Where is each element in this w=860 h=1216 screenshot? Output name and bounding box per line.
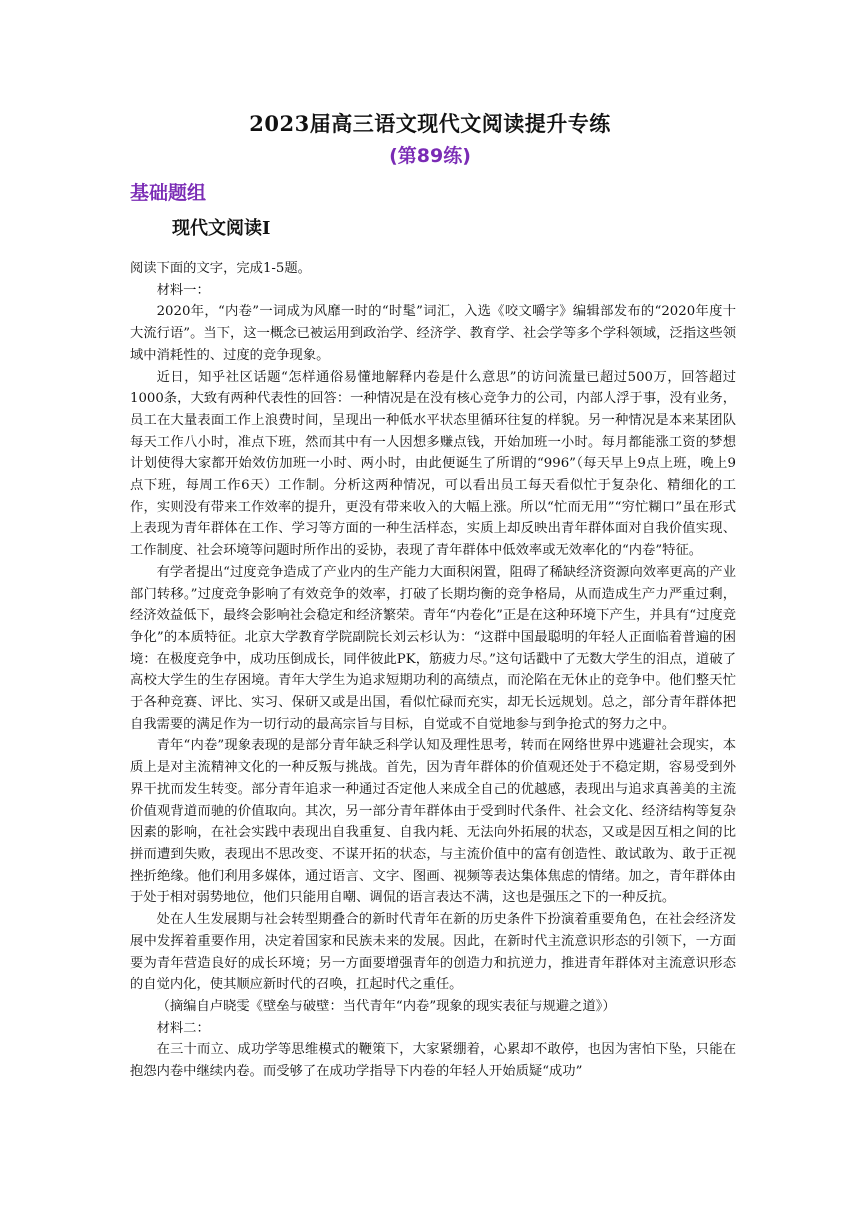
material-label: 材料一：	[156, 282, 210, 298]
source-citation: （摘编自卢晓雯《壁垒与破壁：当代青年“内卷”现象的现实表征与规避之道》）	[156, 998, 616, 1014]
reading-passage	[130, 258, 736, 1083]
document-title: 2023届高三语文现代文阅读提升专练	[249, 111, 611, 136]
body-paragraph: 近日，知乎社区话题“怎样通俗易懂地解释内卷是什么意思”的访问流量已超过500万，回答超过1000条，大致有两种代表性的回答：一种情况是在没有核心竞争力的公司，内部人浮于事，没有业务，员工在大量表面工作上浪费时间，呈现出一种低水平状态里循环往复的样貌。另一种情况是本来某团队每天工作八小时，准点下班，然而其中有一人因想多赚点钱，开始加班一小时。每月都能涨工资的梦想计划使得大家都开始效仿加班一小时、两小时，由此便诞生了所谓的“996”（每天早上9点上班，晚上9点下班，每周工作6天）工作制。分析这两种情况，可以看出员工每天看似忙于复杂化、精细化的工作，实则没有带来工作效率的提升，更没有带来收入的大幅上涨。所以“忙而无用”“穷忙糊口”虽在形式上表现为青年群体在工作、学习等方面的一种生活样态，实质上却反映出青年群体面对自我价值实现、工作制度、社会环境等问题时所作出的妥协，表现了青年群体中低效率或无效率化的“内卷”特征。	[130, 369, 736, 559]
instruction-paragraph: 阅读下面的文字，完成1-5题。	[130, 261, 311, 276]
subsection-heading: 现代文阅读Ⅰ	[172, 218, 271, 239]
body-paragraph: 2020年，“内卷”一词成为风靡一时的“时髦”词汇，入选《咬文嚼字》编辑部发布的“2020年度十大流行语”。当下，这一概念已被运用到政治学、经济学、教育学、社会学等多个学科领域，泛指这些领域中消耗性的、过度的竞争现象。	[130, 304, 736, 363]
exercise-number: (第89练)	[389, 145, 471, 167]
body-paragraph: 青年“内卷”现象表现的是部分青年缺乏科学认知及理性思考，转而在网络世界中逃避社会现实，本质上是对主流精神文化的一种反叛与挑战。首先，因为青年群体的价值观还处于不稳定期，容易受到外界干扰而发生转变。部分青年追求一种通过否定他人来成全自己的优越感，表现出与追求真善美的主流价值观背道而驰的价值取向。其次，另一部分青年群体由于受到时代条件、社会文化、经济结构等复杂因素的影响，在社会实践中表现出自我重复、自我内耗、无法向外拓展的状态，又或是因互相之间的比拼而遭到失败，表现出不思改变、不谋开拓的状态，与主流价值中的富有创造性、敢试敢为、敢于正视挫折绝缘。他们利用多媒体，通过语言、文字、图画、视频等表达集体焦虑的情绪。加之，青年群体由于处于相对弱势地位，他们只能用自嘲、调侃的语言表达不满，这也是强压之下的一种反抗。	[130, 738, 736, 906]
material-label: 材料二：	[156, 1020, 210, 1036]
section-heading: 基础题组	[130, 182, 207, 204]
body-paragraph: 在三十而立、成功学等思维模式的鞭策下，大家紧绷着，心累却不敢停，也因为害怕下坠，只能在抱怨内卷中继续内卷。而受够了在成功学指导下内卷的年轻人开始质疑“成功”	[130, 1042, 736, 1080]
body-paragraph: 有学者提出“过度竞争造成了产业内的生产能力大面积闲置，阻碍了稀缺经济资源向效率更高的产业部门转移。”过度竞争影响了有效竞争的效率，打破了长期均衡的竞争格局，从而造成生产力严重过剩，经济效益低下，最终会影响社会稳定和经济繁荣。青年“内卷化”正是在这种环境下产生，并具有“过度竞争化”的本质特征。北京大学教育学院副院长刘云杉认为：“这群中国最聪明的年轻人正面临着普遍的困境：在极度竞争中，成功压倒成长，同伴彼此PK，筋疲力尽。”这句话戳中了无数大学生的泪点，道破了高校大学生的生存困境。青年大学生为追求短期功利的高绩点，而沦陷在无休止的竞争中。他们整天忙于各种竞赛、评比、实习、保研又或是出国，看似忙碌而充实，却无长远规划。总之，部分青年群体把自我需要的满足作为一切行动的最高宗旨与目标，自觉或不自觉地参与到争抢式的努力之中。	[130, 564, 736, 732]
body-paragraph: 处在人生发展期与社会转型期叠合的新时代青年在新的历史条件下扮演着重要角色，在社会经济发展中发挥着重要作用，决定着国家和民族未来的发展。因此，在新时代主流意识形态的引领下，一方面要为青年营造良好的成长环境；另一方面要增强青年的创造力和抗逆力，推进青年群体对主流意识形态的自觉内化，使其顺应新时代的召唤，扛起时代之重任。	[130, 912, 736, 993]
